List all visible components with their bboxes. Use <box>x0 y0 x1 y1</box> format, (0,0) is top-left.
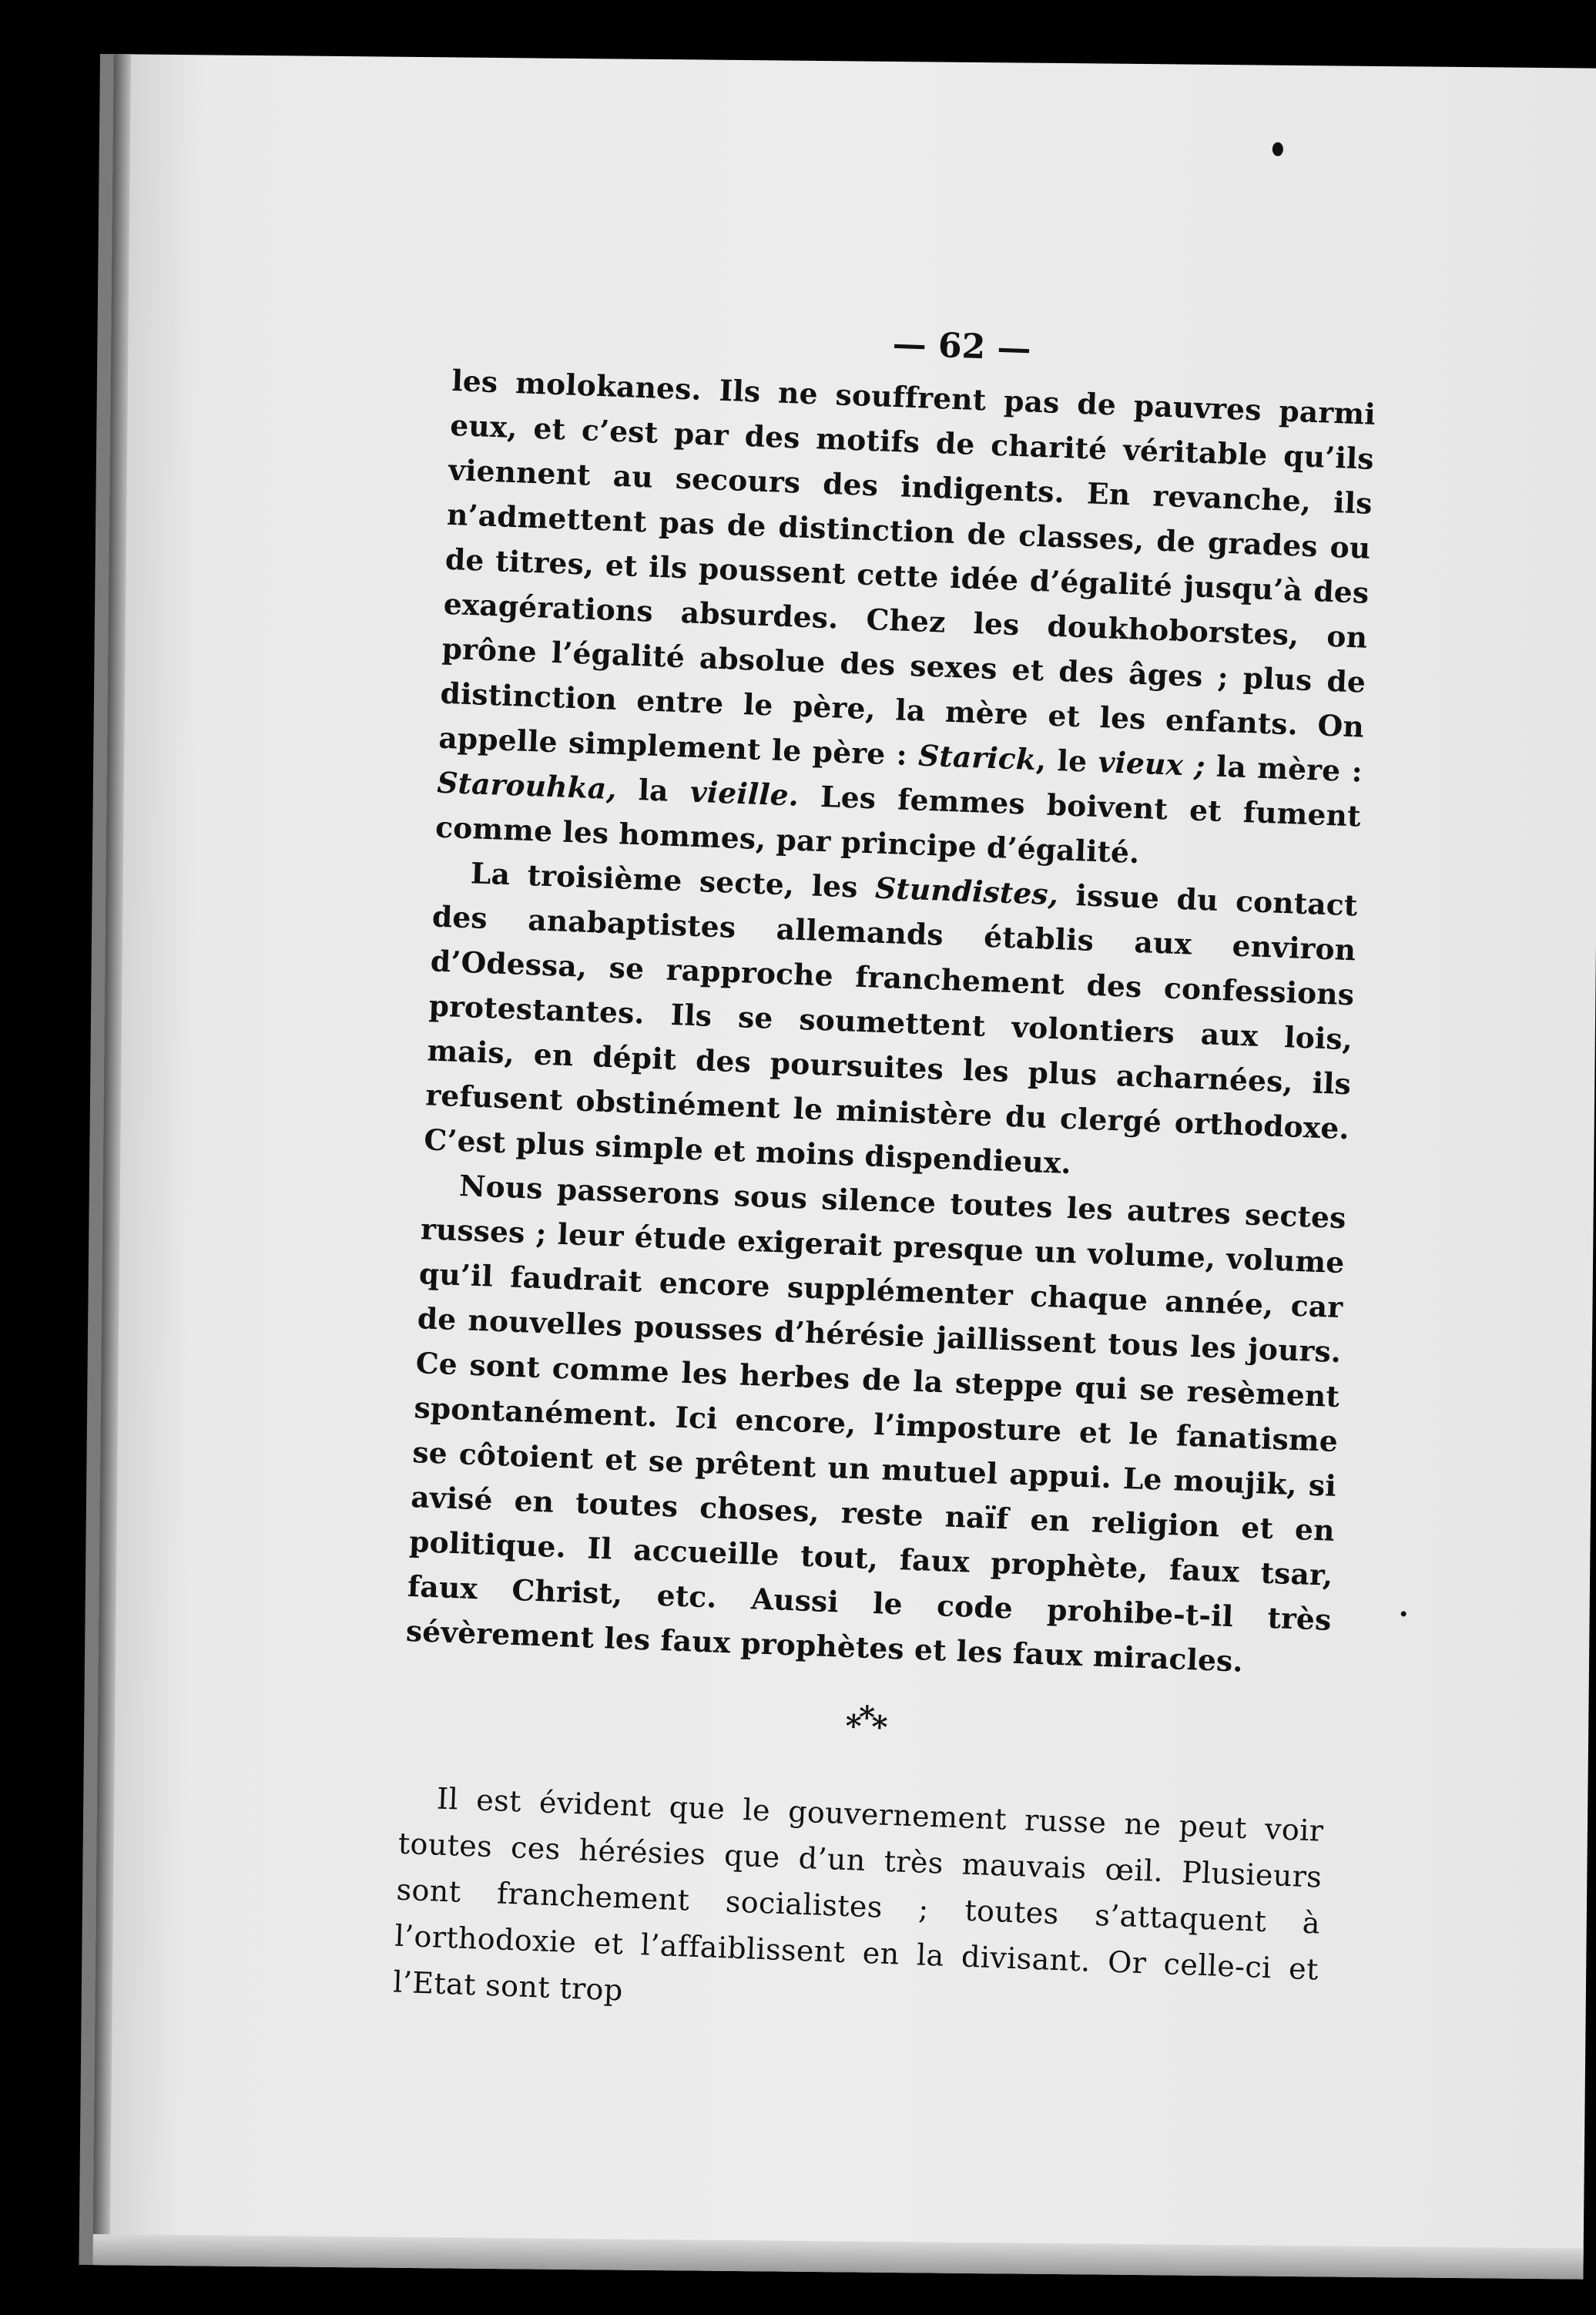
ink-speck <box>1272 143 1283 156</box>
russian-term: Starouhka, <box>436 765 618 807</box>
paragraph-text: , le <box>1035 743 1099 780</box>
paragraph <box>434 358 1376 884</box>
paragraph <box>423 850 1358 1196</box>
paragraph-text: La troisième secte, les <box>470 856 876 905</box>
paragraph-text: la mère : <box>1204 749 1363 789</box>
paragraph-text: Nous passerons sous silence toutes les autres sectes russes ; leur étude exigerait presque un volume, volume qu’il faudrait encore supplémenter chaque année, car de nouvelles pousses d’hérésie jaillissent tous les jours. Ce sont comme les herbes de la steppe qui se resèment spontanément. Ici encore, l’imposture et le fanatisme se côtoient et se prêtent un mutuel appui. Le moujik, si avisé en toutes choses, reste naïf en religion et en politique. Il accueille tout, faux prophète, faux tsar, faux Christ, etc. Aussi le code prohibe-t-il très sévèrement les faux prophètes et les faux miracles. <box>405 1169 1347 1679</box>
text-block <box>392 308 1378 2038</box>
paragraph-text: les molokanes. Ils ne souffrent pas de pauvres parmi eux, et c’est par des motifs de charité véritable qu’ils viennent au secours des indigents. En revanche, ils n’admettent pas de distinction de classes, de grades ou de titres, et ils poussent cette idée d’égalité jusqu’à des exagérations absurdes. Chez les doukhoborstes, on prône l’égalité absolue des sexes et des âges ; plus de distinction entre le père, la mère et les enfants. On appelle simplement le père : <box>438 363 1376 773</box>
paragraph-text: Les femmes boivent et fument comme les hommes, par principe d’égalité. <box>434 778 1362 871</box>
russian-term: Starick <box>917 738 1037 777</box>
asterisk: * <box>870 1709 886 1746</box>
paragraph <box>405 1162 1347 1687</box>
sect-name: Stundistes, <box>874 871 1059 912</box>
emphasized-word: vieux ; <box>1097 745 1206 783</box>
page-gutter-shadow <box>92 54 131 2265</box>
page-number: — 62 — <box>891 324 1032 369</box>
emphasized-word: vieille. <box>689 774 800 813</box>
final-paragraph: Il est évident que le gouvernement russe ne peut voir toutes ces hérésies que d’un très mauvais œil. Plusieurs sont franchement socialistes ; toutes s’attaquent à l’orthodoxie et l’affaiblissent en la divisant. Or celle-ci et l’Etat sont trop <box>392 1781 1325 2008</box>
asterisk: * <box>844 1707 860 1745</box>
paragraph-text: la <box>615 772 691 809</box>
asterisk: * <box>858 1699 873 1736</box>
asterism-separator <box>402 1692 1327 1762</box>
paragraph-text: issue du contact des anabaptistes allemands établis aux environ d’Odessa, se rapproche franchement des confessions protestantes. Ils se soumettent volontiers aux lois, mais, en dépit des poursuites les plus acharnées, ils refusent obstinément le ministère du clergé orthodoxe. C’est plus simple et moins dispendieux. <box>423 877 1359 1181</box>
ink-speck <box>1401 1611 1407 1616</box>
page-bottom-edge <box>92 2234 1583 2280</box>
